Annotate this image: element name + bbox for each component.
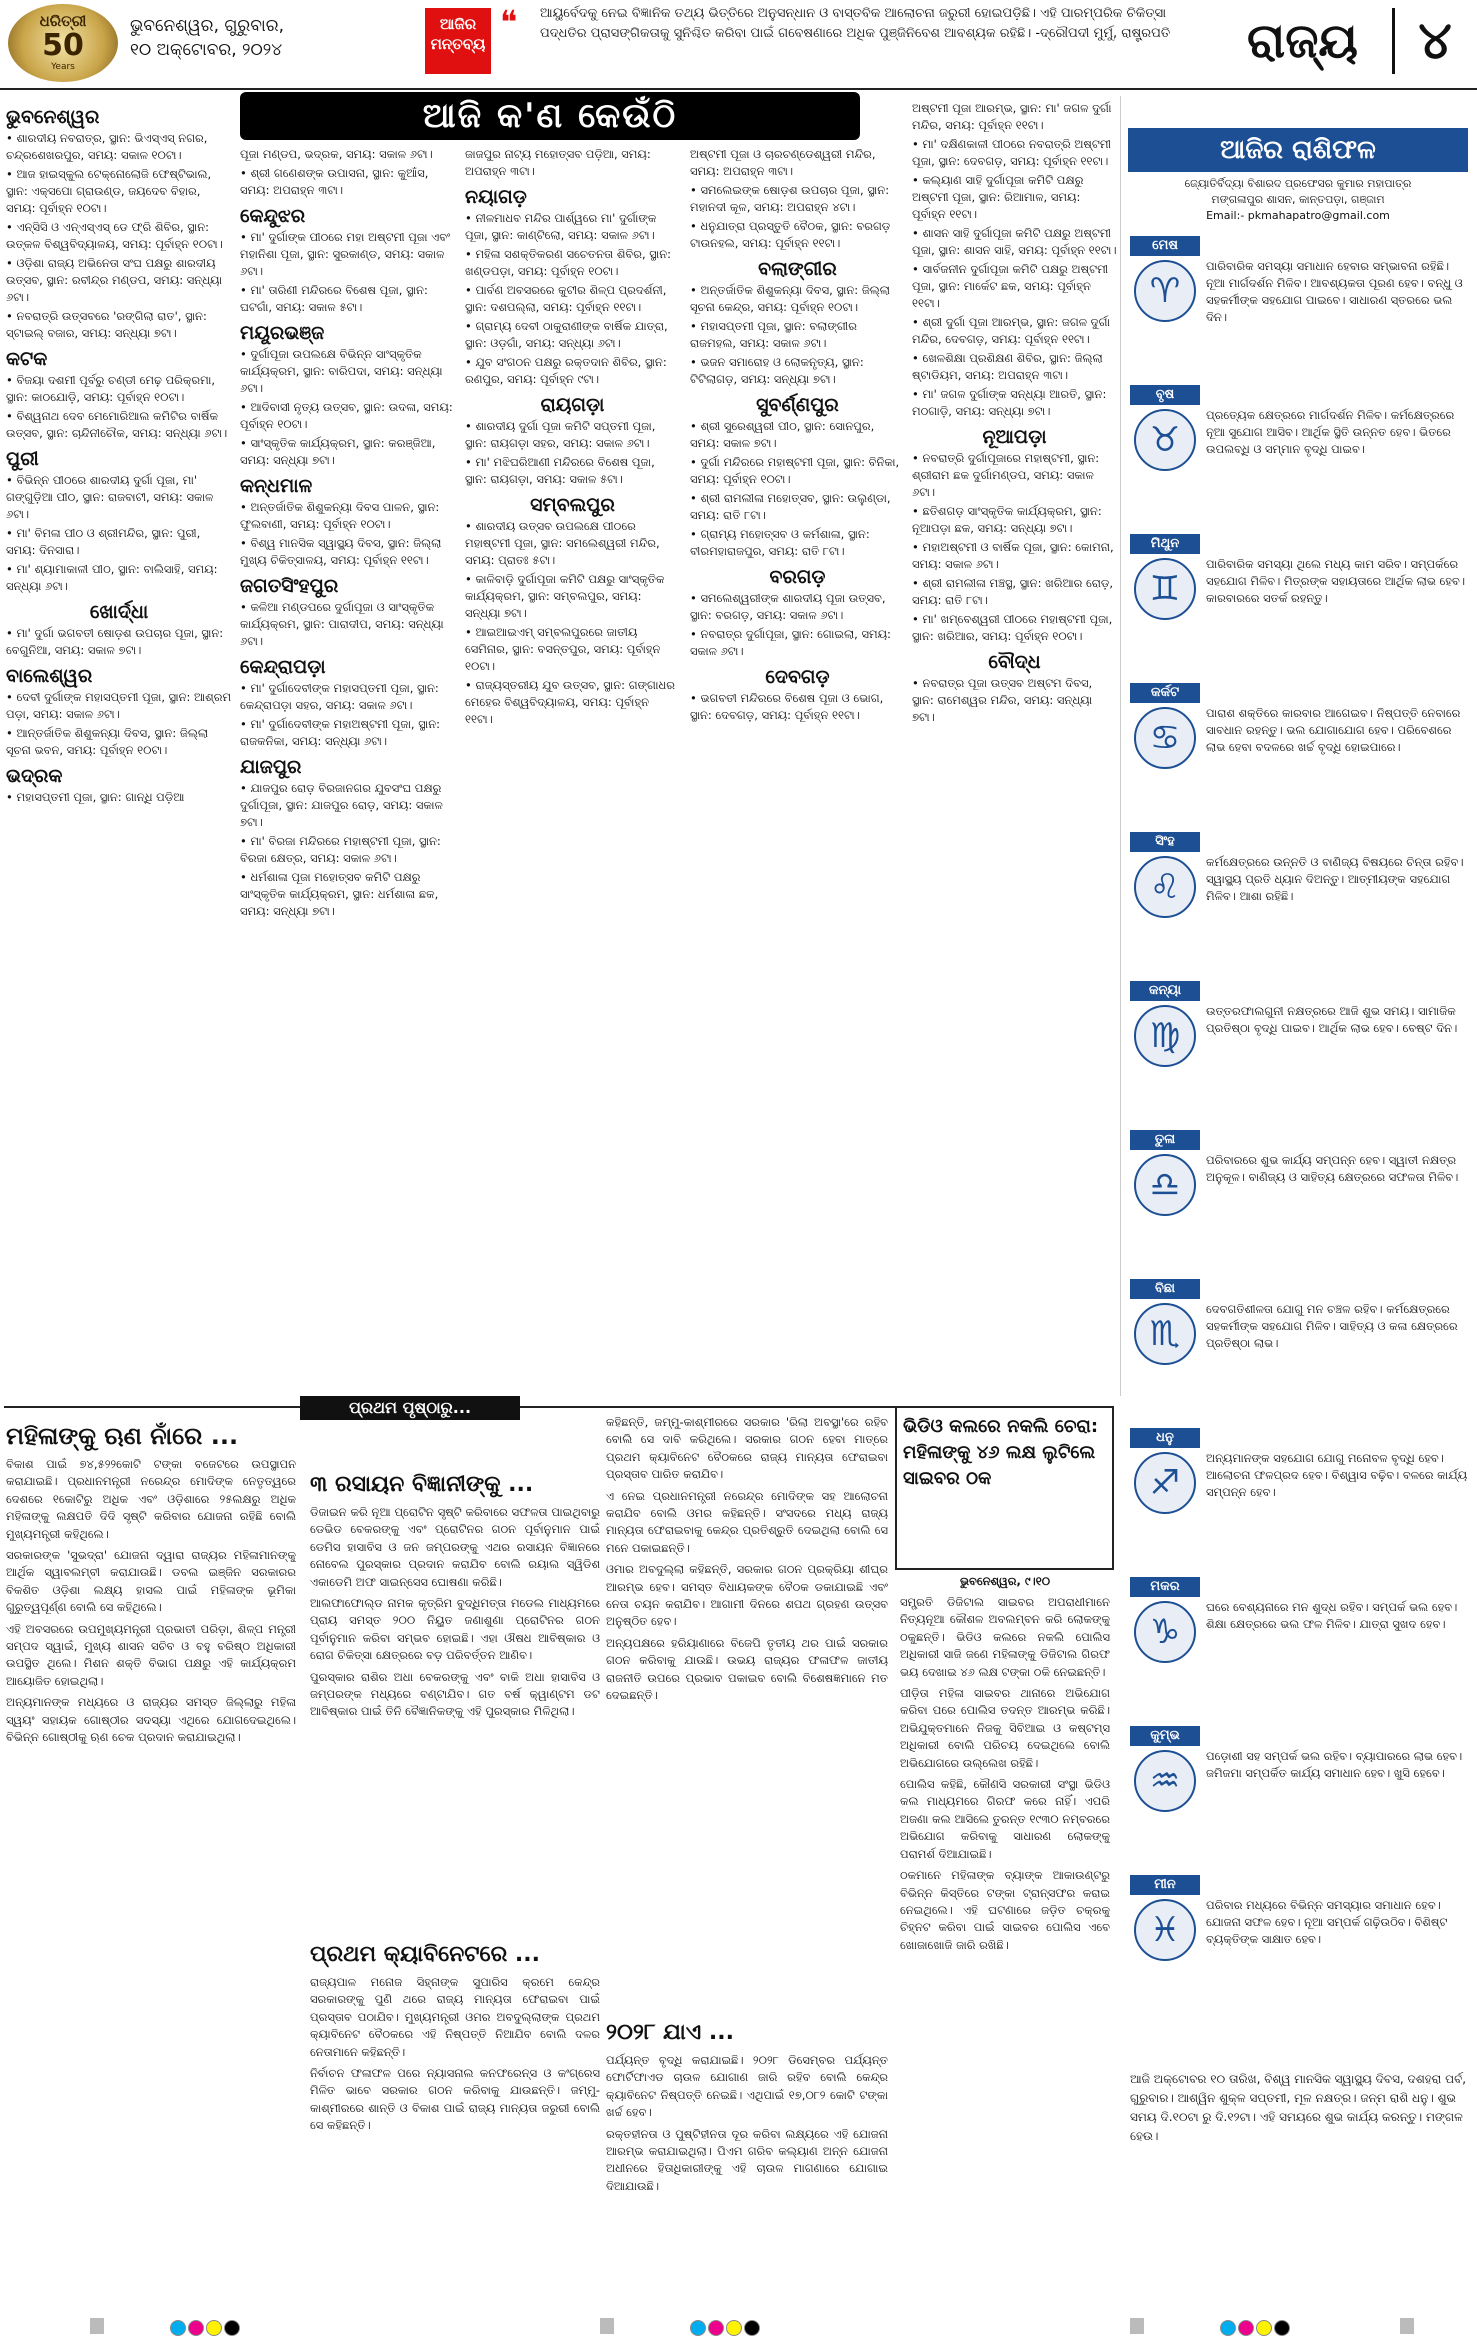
event-city-heading: ବାଲେଶ୍ୱର	[6, 665, 93, 687]
registration-square	[90, 2318, 104, 2334]
story-paragraph: ଓମାର ଅବଦୁଲ୍ଲା କହିଛନ୍ତି, ସରକାର ଗଠନ ପ୍ରକ୍ରିୟା ଶୀଘ୍ର ଆରମ୍ଭ ହେବ। ସମସ୍ତ ବିଧାୟକଙ୍କ ବୈଠକ ଡକାଯାଇଛି ଏବଂ ନେତା ଚୟନ କରାଯିବ। ଆଗାମୀ ଦିନରେ ଶପଥ ଗ୍ରହଣ ଉତ୍ସବ ଅନୁଷ୍ଠିତ ହେବ।	[606, 1562, 888, 1629]
event-item: • ଯୁବ ସଂଗଠନ ପକ୍ଷରୁ ରକ୍ତଦାନ ଶିବିର, ସ୍ଥାନ: ରଣପୁର, ସମୟ: ପୂର୍ବାହ୍ନ ୯ଟା।	[465, 355, 667, 386]
event-item: • ନୀଳମାଧବ ମନ୍ଦିର ପାର୍ଶ୍ୱରେ ମା' ଦୁର୍ଗାଙ୍କ ପୂଜା, ସ୍ଥାନ: କାଣ୍ଟିଲୋ, ସମୟ: ସକାଳ ୬ଟା।	[465, 211, 657, 242]
aries-icon: ♈	[1134, 260, 1196, 322]
sign-name: ମୀନ	[1130, 1875, 1200, 1895]
astrologer-address: ମଙ୍ଗଳାପୁର ଶାସନ, କାନ୍ତପଡ଼ା, ଗଞ୍ଜାମ	[1211, 193, 1385, 206]
front-page-continuation-label: ପ୍ରଥମ ପୃଷ୍ଠାରୁ...	[300, 1396, 520, 1420]
virgo-icon: ♍	[1134, 1005, 1196, 1067]
horoscope-title: ଆଜିର ରାଶିଫଳ	[1128, 128, 1468, 172]
horoscope-sign	[1130, 981, 1470, 1121]
event-item: • ମା' ଦୁର୍ଗାଙ୍କ ପୀଠରେ ମହା ଅଷ୍ଟମୀ ପୂଜା ଏବଂ ମହାନିଶା ପୂଜା, ସ୍ଥାନ: ସୁରକାଣ୍ଡ, ସମୟ: ସକାଳ ୬ଟା।	[240, 230, 451, 278]
event-item: • ମା' ଖମ୍ବେଶ୍ୱରୀ ପୀଠରେ ମହାଷ୍ଟମୀ ପୂଜା, ସ୍ଥାନ: ଖରିଆର, ସମୟ: ପୂର୍ବାହ୍ନ ୧୦ଟା।	[912, 612, 1113, 643]
event-item: • ଶାରଦୀୟ ଦୁର୍ଗା ପୂଜା କମିଟି ସପ୍ତମୀ ପୂଜା, ସ୍ଥାନ: ରାୟଗଡ଼ା ସହର, ସମୟ: ସକାଳ ୬ଟା।	[465, 419, 656, 450]
astrologer-email: Email:- pkmahapatro@gmail.com	[1206, 209, 1390, 222]
event-item: • ଭଜନ ସମାରୋହ ଓ ଲୋକନୃତ୍ୟ, ସ୍ଥାନ: ଟିଟିଲାଗଡ଼, ସମୟ: ସନ୍ଧ୍ୟା ୭ଟା।	[690, 355, 864, 386]
event-item: • ଶ୍ରୀ ରାମଲୀଳା ମଞ୍ଚସ୍ଥ, ସ୍ଥାନ: ଖରିଆର ରୋଡ଼, ସମୟ: ରାତି ୮ଟା।	[912, 576, 1114, 607]
story-paragraph: ସମ୍ପ୍ରତି ଡିଜିଟାଲ ସାଇବର ଅପରାଧୀମାନେ ନିତ୍ୟନୂଆ କୌଶଳ ଅବଲମ୍ବନ କରି ଲୋକଙ୍କୁ ଠକୁଛନ୍ତି। ଭିଡିଓ କଲରେ ନକଲି ପୋଲିସ ଅଧିକାରୀ ସାଜି ଜଣେ ମହିଳାଙ୍କୁ ଡିଜିଟାଲ ଗିରଫ ଭୟ ଦେଖାଇ ୪୬ ଲକ୍ଷ ଟଙ୍କା ଠକି ନେଇଛନ୍ତି।	[900, 1595, 1110, 1679]
sign-prediction: ପାରିବାରିକ ସମସ୍ୟା ଥିଲେ ମଧ୍ୟ କାମ ସରିବ। ସମ୍ପର୍କରେ ସହଯୋଗ ମିଳିବ। ମିତ୍ରଙ୍କ ସହାୟତାରେ ଆର୍ଥିକ ଲାଭ ହେବ। କାରବାରରେ ସତର୍କ ରହନ୍ତୁ।	[1206, 557, 1466, 605]
event-item: • ଦୁର୍ଗାପୂଜା ଉପଲକ୍ଷେ ବିଭିନ୍ନ ସାଂସ୍କୃତିକ କାର୍ଯ୍ୟକ୍ରମ, ସ୍ଥାନ: ବାରିପଦା, ସମୟ: ସନ୍ଧ୍ୟା ୬ଟା।	[240, 347, 443, 395]
events-column-4	[690, 146, 905, 726]
sign-prediction: ପରିବାରରେ ଶୁଭ କାର୍ଯ୍ୟ ସମ୍ପନ୍ନ ହେବ। ସ୍ୱାତୀ ନକ୍ଷତ୍ର ଅନୁକୂଳ। ବାଣିଜ୍ୟ ଓ ସାହିତ୍ୟ କ୍ଷେତ୍ରରେ ସଫଳତା ମିଳିବ।	[1206, 1153, 1459, 1184]
badge-line2: ମନ୍ତବ୍ୟ	[430, 35, 486, 53]
event-item: • ମା' ଦୁର୍ଗାଦେବୀଙ୍କ ମହାସପ୍ତମୀ ପୂଜା, ସ୍ଥାନ: କେନ୍ଦ୍ରାପଡ଼ା ସହର, ସମୟ: ସକାଳ ୬ଟା।	[240, 681, 439, 712]
event-item: • ମା' ମଝିଘରିଆଣୀ ମନ୍ଦିରରେ ବିଶେଷ ପୂଜା, ସ୍ଥାନ: ରାୟଗଡ଼ା, ସମୟ: ସକାଳ ୫ଟା।	[465, 455, 655, 486]
newspaper-logo	[8, 4, 118, 82]
event-item: • ଶ୍ରୀ ଗଣେଶଙ୍କ ଉପାସନା, ସ୍ଥାନ: କୁଆଁସ, ସମୟ: ଅପରାହ୍ନ ୩ଟା।	[240, 166, 429, 197]
story-paragraph: ପୋଲିସ କହିଛି, କୌଣସି ସରକାରୀ ସଂସ୍ଥା ଭିଡିଓ କଲ ମାଧ୍ୟମରେ ଗିରଫ କରେ ନାହିଁ। ଏପରି ଅଜଣା କଲ ଆସିଲେ ତୁରନ୍ତ ୧୯୩୦ ନମ୍ବରରେ ଅଭିଯୋଗ କରିବାକୁ ସାଧାରଣ ଲୋକଙ୍କୁ ପରାମର୍ଶ ଦିଆଯାଇଛି।	[900, 1777, 1110, 1861]
sign-prediction: ଅନ୍ୟମାନଙ୍କ ସହଯୋଗ ଯୋଗୁ ମନୋବଳ ବୃଦ୍ଧି ହେବ। ଆଲୋଚନା ଫଳପ୍ରଦ ହେବ। ବିଶ୍ୱାସ ବଢ଼ିବ। ବଳରେ କାର୍ଯ୍ୟ ସମ୍ପନ୍ନ ହେବ।	[1206, 1451, 1468, 1499]
event-item: • ବିଭିନ୍ନ ପୀଠରେ ଶାରଦୀୟ ଦୁର୍ଗା ପୂଜା, ମା' ଗଙ୍ଗୁଡ଼ିଆ ପୀଠ, ସ୍ଥାନ: ରାଜବାଟୀ, ସମୟ: ସକାଳ ୬ଟା।	[6, 473, 214, 521]
pisces-icon: ♓	[1134, 1899, 1196, 1961]
event-item: • ଏନ୍‌ସିସି ଓ ଏନ୍‌ଏସ୍‌ଏସ୍ ଡେ ଫ୍ରି ଶିବିର, ସ୍ଥାନ: ଉତ୍କଳ ବିଶ୍ୱବିଦ୍ୟାଳୟ, ସମୟ: ପୂର୍ବାହ୍ନ ୧୦ଟା।	[6, 220, 223, 251]
horoscope-sign	[1130, 385, 1470, 525]
event-item: • ସମଲେଶ୍ୱରୀଙ୍କ ଶାରଦୀୟ ପୂଜା ଉତ୍ସବ, ସ୍ଥାନ: ବରଗଡ଼, ସମୟ: ସକାଳ ୬ଟା।	[690, 591, 886, 622]
event-item: • ମହାସପ୍ତମୀ ପୂଜା, ସ୍ଥାନ: ବଲାଙ୍ଗୀର ରାଜମହଲ, ସମୟ: ସକାଳ ୬ଟା।	[690, 319, 857, 350]
story1-headline: ମହିଳାଙ୍କୁ ଋଣ ନାଁରେ ...	[6, 1422, 239, 1450]
event-item: • ମା' ବିରଜା ମନ୍ଦିରରେ ମହାଷ୍ଟମୀ ପୂଜା, ସ୍ଥାନ: ବିରଜା କ୍ଷେତ୍ର, ସମୟ: ସକାଳ ୬ଟା।	[240, 834, 441, 865]
event-item: • ବିଶ୍ୱ ମାନସିକ ସ୍ୱାସ୍ଥ୍ୟ ଦିବସ, ସ୍ଥାନ: ଜିଲ୍ଲା ମୁଖ୍ୟ ଚିକିତ୍ସାଳୟ, ସମୟ: ପୂର୍ବାହ୍ନ ୧୧ଟା।	[240, 536, 442, 567]
events-column-3	[465, 146, 680, 730]
event-item: • ଖେଳଶିକ୍ଷା ପ୍ରଶିକ୍ଷଣ ଶିବିର, ସ୍ଥାନ: ଜିଲ୍ଲା ଷ୍ଟାଡିୟମ, ସମୟ: ଅପରାହ୍ନ ୩ଟା।	[912, 351, 1103, 382]
horoscope-sign	[1130, 1130, 1470, 1270]
registration-dot	[1256, 2320, 1272, 2336]
taurus-icon: ♉	[1134, 409, 1196, 471]
event-item: • ଧର୍ମଶାଳା ପୂଜା ମହୋତ୍ସବ କମିଟି ପକ୍ଷରୁ ସାଂସ୍କୃତିକ କାର୍ଯ୍ୟକ୍ରମ, ସ୍ଥାନ: ଧର୍ମଶାଳା ଛକ, ସମୟ: ସନ୍ଧ୍ୟା ୭ଟା।	[240, 870, 439, 918]
event-item: • ମା' ଜଗଳ ଦୁର୍ଗାଙ୍କ ସନ୍ଧ୍ୟା ଆରତି, ସ୍ଥାନ: ମଠଗାଡ଼ି, ସମୟ: ସନ୍ଧ୍ୟା ୭ଟା।	[912, 387, 1107, 418]
sign-prediction: ଦେବଗତିଶୀଳତା ଯୋଗୁ ମନ ଚଞ୍ଚଳ ରହିବ। କର୍ମକ୍ଷେତ୍ରରେ ସହକର୍ମୀଙ୍କ ସହଯୋଗ ମିଳିବ। ସାହିତ୍ୟ ଓ କଳା କ୍ଷେତ୍ରରେ ପ୍ରତିଷ୍ଠା ଲାଭ।	[1206, 1302, 1458, 1350]
story6-headline: ଭିଡିଓ କଲରେ ନକଲି ଚେରା: ମହିଳାଙ୍କୁ ୪୬ ଲକ୍ଷ ଲୁଟିଲେ ସାଇବର ଠକ	[903, 1416, 1099, 1489]
story6-dateline: ଭୁବନେଶ୍ୱର, ୯।୧୦	[959, 1574, 1051, 1588]
story1-body	[6, 1456, 296, 2326]
event-item: ପୂଜା ମଣ୍ଡପ, ଭଦ୍ରକ, ସମୟ: ସକାଳ ୬ଟା।	[240, 147, 433, 161]
horoscope-byline	[1128, 176, 1468, 224]
quote-icon: ❝	[500, 3, 518, 41]
section-title: ରାଜ୍ୟ	[1247, 13, 1358, 69]
sign-prediction: ପାରିବାରିକ ସମସ୍ୟା ସମାଧାନ ହେବାର ସମ୍ଭାବନା ରହିଛି। ନୂଆ ମାର୍ଗଦର୍ଶନ ମିଳିବ। ଆବଶ୍ୟକତା ପୂରଣ ହେବ। ବନ୍ଧୁ ଓ ସହକର୍ମୀଙ୍କ ସହଯୋଗ ପାଇବେ। ସାଧାରଣ ସ୍ତରରେ ଭଲ ଦିନ।	[1206, 259, 1463, 324]
event-city-heading: ମୟୂରଭଞ୍ଜ	[240, 322, 325, 344]
story6-headline-box	[895, 1406, 1114, 1570]
sign-prediction: ପଡ଼ୋଶୀ ସହ ସମ୍ପର୍କ ଭଲ ରହିବ। ବ୍ୟାପାରରେ ଲାଭ ହେବ। ଜମିଜମା ସମ୍ପର୍କିତ କାର୍ଯ୍ୟ ସମାଧାନ ହେବ। ଖୁସି ହେବେ।	[1206, 1749, 1463, 1780]
event-item: • ନବରାତ୍ରି ଉତ୍ସବରେ 'ରଙ୍ଗିଲା ରାତ', ସ୍ଥାନ: ସ୍ଟାଇଲ୍ ବଜାର, ସମୟ: ସନ୍ଧ୍ୟା ୭ଟା।	[6, 309, 207, 340]
badge-line1: ଆଜିର	[439, 15, 477, 33]
gemini-icon: ♊	[1134, 558, 1196, 620]
sign-prediction: କର୍ମକ୍ଷେତ୍ରରେ ଉନ୍ନତି ଓ ବାଣିଜ୍ୟ ବିଷୟରେ ଚିନ୍ତା ରହିବ। ସ୍ୱାସ୍ଥ୍ୟ ପ୍ରତି ଧ୍ୟାନ ଦିଅନ୍ତୁ। ଆତ୍ମୀୟଙ୍କ ସହଯୋଗ ମିଳିବ। ଆଶା ରହିଛି।	[1206, 855, 1464, 903]
events-column-5	[912, 100, 1117, 728]
event-item: • ନବରାତ୍ରି ଦୁର୍ଗାପୂଜାରେ ମହାଷ୍ଟମୀ, ସ୍ଥାନ: ଶ୍ରୀରାମ ଛକ ଦୁର୍ଗାମଣ୍ଡପ, ସମୟ: ସକାଳ ୬ଟା।	[912, 451, 1100, 499]
logo-sub: Years	[51, 62, 75, 72]
story-paragraph: ଆଲଫାଫୋଲ୍ଡ ନାମକ କୃତ୍ରିମ ବୁଦ୍ଧିମତ୍ତା ମଡେଲ ମାଧ୍ୟମରେ ପ୍ରାୟ ସମସ୍ତ ୨୦୦ ନିୟୁତ ଜଣାଶୁଣା ପ୍ରୋଟିନର ଗଠନ ପୂର୍ବାନୁମାନ କରିବା ସମ୍ଭବ ହୋଇଛି। ଏହା ଔଷଧ ଆବିଷ୍କାର ଓ ରୋଗ ଚିକିତ୍ସା କ୍ଷେତ୍ରରେ ବଡ଼ ପରିବର୍ତ୍ତନ ଆଣିବ।	[310, 1596, 600, 1663]
event-item: • ବିଜୟା ଦଶମୀ ପୂର୍ବରୁ ଚଣ୍ଡୀ ମେଢ଼ ପରିକ୍ରମା, ସ୍ଥାନ: କାଠଯୋଡ଼ି, ସମୟ: ପୂର୍ବାହ୍ନ ୧୦ଟା।	[6, 373, 215, 404]
event-city-heading: ଜଗତସିଂହପୁର	[240, 575, 339, 597]
registration-dot	[690, 2320, 706, 2336]
event-city-heading: କଟକ	[6, 348, 48, 370]
horoscope-sign	[1130, 1577, 1470, 1717]
story-paragraph: କହିଛନ୍ତି, ଜମ୍ମୁ-କାଶ୍ମୀରରେ ସରକାର 'ରିଲା ଅବସ୍ଥା'ରେ ରହିବ ବୋଲି ସେ ଦାବି କରିଥିଲେ। ସରକାର ଗଠନ ହେବା ମାତ୍ରେ ପ୍ରଥମ କ୍ୟାବିନେଟ ବୈଠକରେ ରାଜ୍ୟ ମାନ୍ୟତା ଫେରାଇବା ପ୍ରସ୍ତାବ ପାରିତ କରାଯିବ।	[606, 1415, 888, 1482]
event-item: • ମହାସପ୍ତମୀ ପୂଜା, ସ୍ଥାନ: ଗାନ୍ଧି ପଡ଼ିଆ	[6, 790, 185, 804]
event-item: • ସାଂସ୍କୃତିକ କାର୍ଯ୍ୟକ୍ରମ, ସ୍ଥାନ: କରଞ୍ଜିଆ, ସମୟ: ସନ୍ଧ୍ୟା ୭ଟା।	[240, 436, 436, 467]
event-city-heading: ଭଦ୍ରକ	[6, 765, 63, 787]
event-item: • ମା' ତାରିଣୀ ମନ୍ଦିରରେ ବିଶେଷ ପୂଜା, ସ୍ଥାନ: ଘଟଗାଁ, ସମୟ: ସକାଳ ୫ଟା।	[240, 283, 428, 314]
event-item: • ଗ୍ରାମ୍ୟ ମହୋତ୍ସବ ଓ କର୍ମଶାଳା, ସ୍ଥାନ: ବୀରମହାରାଜପୁର, ସମୟ: ରାତି ୮ଟା।	[690, 527, 870, 558]
page-number: ୪	[1418, 11, 1452, 71]
registration-dot	[224, 2320, 240, 2336]
event-city-heading: କେନ୍ଦ୍ରାପଡ଼ା	[240, 656, 326, 678]
horoscope-sign	[1130, 1726, 1470, 1866]
registration-dot	[1220, 2320, 1236, 2336]
event-item: • ଧନୁଯାତ୍ରା ପ୍ରସ୍ତୁତି ବୈଠକ, ସ୍ଥାନ: ବରଗଡ଼ ଟାଉନହଲ, ସମୟ: ପୂର୍ବାହ୍ନ ୧୧ଟା।	[690, 219, 891, 250]
event-item: • ଆଇଆଇଏମ୍ ସମ୍ବଲପୁରରେ ଜାତୀୟ ସେମିନାର, ସ୍ଥାନ: ବସନ୍ତପୁର, ସମୟ: ପୂର୍ବାହ୍ନ ୧୦ଟା।	[465, 625, 661, 673]
sign-name: ଧନୁ	[1130, 1428, 1200, 1448]
event-item: • ମା' ଦୁର୍ଗା ଭଗବତୀ ଷୋଡ଼ଶ ଉପଚାର ପୂଜା, ସ୍ଥାନ: ବେଗୁନିଆ, ସମୟ: ସକାଳ ୭ଟା।	[6, 626, 224, 657]
editorial-quote: ଆୟୁର୍ବେଦକୁ ନେଇ ବିଜ୍ଞାନିକ ତଥ୍ୟ ଭିତ୍ତିରେ ଅନୁସନ୍ଧାନ ଓ ବାସ୍ତବିକ ଆଲୋଚନା ଜରୁରୀ ହୋଇପଡ଼ିଛି। ଏହି ପାରମ୍ପରିକ ଚିକିତ୍ସା ପଦ୍ଧତିର ପ୍ରାସଙ୍ଗିକତାକୁ ସୁନିଶ୍ଚିତ କରିବା ପାଇଁ ଗବେଷଣାରେ ଅଧିକ ପୁଞ୍ଜିନିବେଶ ଆବଶ୍ୟକ ରହିଛି। -ଦ୍ରୌପଦୀ ମୁର୍ମୁ, ରାଷ୍ଟ୍ରପତି	[540, 6, 1171, 41]
event-item: • ମା' ଦକ୍ଷିଣକାଳୀ ପୀଠରେ ନବରାତ୍ରି ଅଷ୍ଟମୀ ପୂଜା, ସ୍ଥାନ: ଦେବଗଡ଼, ସମୟ: ପୂର୍ବାହ୍ନ ୧୧ଟା।	[912, 137, 1111, 168]
event-city-heading: ଦେବଗଡ଼	[765, 666, 830, 688]
event-item: • ଶ୍ରୀ ଦୁର୍ଗା ପୂଜା ଆରମ୍ଭ, ସ୍ଥାନ: ଜଗଳ ଦୁର୍ଗା ମନ୍ଦିର, ଦେବଗଡ଼, ସମୟ: ପୂର୍ବାହ୍ନ ୧୧ଟା।	[912, 315, 1111, 346]
registration-dot	[170, 2320, 186, 2336]
story-paragraph: ଏହି ଅବସରରେ ଉପମୁଖ୍ୟମନ୍ତ୍ରୀ ପ୍ରଭାତୀ ପରିଡ଼ା, ଶିଳ୍ପ ମନ୍ତ୍ରୀ ସମ୍ପଦ ସ୍ୱାଇଁ, ମୁଖ୍ୟ ଶାସନ ସଚିବ ଓ ବହୁ ବରିଷ୍ଠ ଅଧିକାରୀ ଉପସ୍ଥିତ ଥିଲେ। ମିଶନ ଶକ୍ତି ବିଭାଗ ପକ୍ଷରୁ ଏହି କାର୍ଯ୍ୟକ୍ରମ ଆୟୋଜିତ ହୋଇଥିଲା।	[6, 1621, 296, 1688]
registration-dot	[1238, 2320, 1254, 2336]
dateline-place-day: ଭୁବନେଶ୍ୱର, ଗୁରୁବାର,	[130, 16, 285, 36]
story-paragraph: ଏ ନେଇ ପ୍ରଧାନମନ୍ତ୍ରୀ ନରେନ୍ଦ୍ର ମୋଦିଙ୍କ ସହ ଆଲୋଚନା କରାଯିବ ବୋଲି ଓମର କହିଛନ୍ତି। ସଂସଦରେ ମଧ୍ୟ ରାଜ୍ୟ ମାନ୍ୟତା ଫେରାଇବାକୁ କେନ୍ଦ୍ର ପ୍ରତିଶ୍ରୁତି ଦେଇଥିଲା ବୋଲି ସେ ମନେ ପକାଇଛନ୍ତି।	[606, 1488, 888, 1555]
horoscope-sign	[1130, 236, 1470, 376]
event-city-heading: କେନ୍ଦୁଝର	[240, 205, 306, 227]
story-paragraph: ରାଜ୍ୟପାଳ ମନୋଜ ସିହ୍ନାଙ୍କ ସୁପାରିସ କ୍ରମେ କେନ୍ଦ୍ର ସରକାରଙ୍କୁ ପୁଣି ଥରେ ରାଜ୍ୟ ମାନ୍ୟତା ଫେରାଇବା ପାଇଁ ପ୍ରସ୍ତାବ ପଠାଯିବ। ମୁଖ୍ୟମନ୍ତ୍ରୀ ଓମର ଅବଦୁଲ୍ଲାଙ୍କ ପ୍ରଥମ କ୍ୟାବିନେଟ ବୈଠକରେ ଏହି ନିଷ୍ପତ୍ତି ନିଆଯିବ ବୋଲି ଦଳର ନେତାମାନେ କହିଛନ୍ତି।	[310, 1975, 600, 2059]
sign-name: କୁମ୍ଭ	[1130, 1726, 1200, 1746]
event-item: ଅଷ୍ଟମୀ ପୂଜା ଓ ଚାରଚଣ୍ଡେଶ୍ୱରୀ ମନ୍ଦିର, ସମୟ: ଅପରାହ୍ନ ୩ଟା।	[690, 147, 876, 178]
story-paragraph: ନିର୍ବାଚନ ଫଳାଫଳ ପରେ ନ୍ୟାସନାଲ କନଫରେନ୍ସ ଓ କଂଗ୍ରେସ ମିଳିତ ଭାବେ ସରକାର ଗଠନ କରିବାକୁ ଯାଉଛନ୍ତି। ଜମ୍ମୁ-କାଶ୍ମୀରରେ ଶାନ୍ତି ଓ ବିକାଶ ପାଇଁ ରାଜ୍ୟ ମାନ୍ୟତା ଜରୁରୀ ବୋଲି ସେ କହିଛନ୍ତି।	[310, 2066, 600, 2133]
registration-dot	[726, 2320, 742, 2336]
story2-headline: ୩ ରସାୟନ ବିଜ୍ଞାନୀଙ୍କୁ ...	[310, 1472, 534, 1497]
registration-dot	[744, 2320, 760, 2336]
event-city-heading: ଖୋର୍ଦ୍ଧା	[89, 601, 149, 623]
logo-number: 50	[42, 28, 84, 63]
story-paragraph: ରକ୍ତହୀନତା ଓ ପୁଷ୍ଟିହୀନତା ଦୂର କରିବା ଲକ୍ଷ୍ୟରେ ଏହି ଯୋଜନା ଆରମ୍ଭ କରାଯାଇଥିଲା। ପିଏମ ଗରିବ କଲ୍ୟାଣ ଅନ୍ନ ଯୋଜନା ଅଧୀନରେ ହିତାଧିକାରୀଙ୍କୁ ଏହି ଚାଉଳ ମାଗଣାରେ ଯୋଗାଇ ଦିଆଯାଉଛି।	[606, 2126, 888, 2193]
almanac-note: ଆଜି ଅକ୍ଟୋବର ୧୦ ତାରିଖ, ବିଶ୍ୱ ମାନସିକ ସ୍ୱାସ୍ଥ୍ୟ ଦିବସ, ଦଶହରା ପର୍ବ, ଗୁରୁବାର। ଆଶ୍ୱିନ ଶୁକ୍ଳ ସପ୍ତମୀ, ମୂଳ ନକ୍ଷତ୍ର। ଜନ୍ମ ରାଶି ଧନୁ। ଶୁଭ ସମୟ ଦି.୧୦ଟା ରୁ ଦି.୧୨ଟା। ଏହି ସମୟରେ ଶୁଭ କାର୍ଯ୍ୟ କରନ୍ତୁ। ମଙ୍ଗଳ ହେଉ।	[1130, 2072, 1467, 2143]
event-city-heading: ଭୁବନେଶ୍ୱର	[6, 106, 100, 128]
logo-title: ଧରିତ୍ରୀ	[39, 12, 87, 30]
story-paragraph: ଠକମାନେ ମହିଳାଙ୍କ ବ୍ୟାଙ୍କ ଆକାଉଣ୍ଟରୁ ବିଭିନ୍ନ କିସ୍ତିରେ ଟଙ୍କା ଟ୍ରାନ୍ସଫର କରାଇ ନେଇଥିଲେ। ଏହି ଘଟଣାରେ ଜଡ଼ିତ ଚକ୍ରକୁ ଚିହ୍ନଟ କରିବା ପାଇଁ ସାଇବର ପୋଲିସ ଏବେ ଖୋଜାଖୋଜି ଜାରି ରଖିଛି।	[900, 1868, 1110, 1952]
event-item: • ଶ୍ରୀ ରାମଲୀଳା ମହୋତ୍ସବ, ସ୍ଥାନ: ଉଲୁଣ୍ଡା, ସମୟ: ରାତି ୮ଟା।	[690, 491, 891, 522]
horoscope-sign	[1130, 534, 1470, 674]
event-item: • ପାର୍ବଣ ଅବସରରେ କୁଟୀର ଶିଳ୍ପ ପ୍ରଦର୍ଶନୀ, ସ୍ଥାନ: ଦଶପଲ୍ଲା, ସମୟ: ପୂର୍ବାହ୍ନ ୧୧ଟା।	[465, 283, 667, 314]
dateline	[130, 14, 400, 62]
event-item: • ମହିଳା ସଶକ୍ତିକରଣ ସଚେତନତା ଶିବିର, ସ୍ଥାନ: ଖଣ୍ଡପଡ଼ା, ସମୟ: ପୂର୍ବାହ୍ନ ୧୦ଟା।	[465, 247, 672, 278]
sign-prediction: ଘରେ ବେଶ୍ୟନାରେ ମନ ଶୁଦ୍ଧ ରହିବ। ସମ୍ପର୍କ ଭଲ ହେବ। ଶିକ୍ଷା କ୍ଷେତ୍ରରେ ଭଲ ଫଳ ମିଳିବ। ଯାତ୍ରା ସୁଖଦ ହେବ।	[1206, 1600, 1458, 1631]
event-item: • ମହାଅଷ୍ଟମୀ ଓ ବାର୍ଷିକ ପୂଜା, ସ୍ଥାନ: କୋମନା, ସମୟ: ସକାଳ ୬ଟା।	[912, 540, 1114, 571]
story-paragraph: ଡିଜାଇନ କରି ନୂଆ ପ୍ରୋଟିନ ସୃଷ୍ଟି କରିବାରେ ସଫଳତା ପାଇଥିବାରୁ ଡେଭିଡ ବେକରଙ୍କୁ ଏବଂ ପ୍ରୋଟିନର ଗଠନ ପୂର୍ବାନୁମାନ ପାଇଁ ଡେମିସ ହାସାବିସ ଓ ଜନ ଜମ୍ପରଙ୍କୁ ଏଥର ରସାୟନ ବିଜ୍ଞାନରେ ନୋବେଲ ପୁରସ୍କାର ପ୍ରଦାନ କରାଯିବ ବୋଲି ରୟାଲ ସ୍ୱିଡିଶ ଏକାଡେମି ଅଫ ସାଇନ୍ସେସ ଘୋଷଣା କରିଛି।	[310, 1505, 600, 1589]
horoscope-sign	[1130, 832, 1470, 972]
event-item: • କାଳିବାଡ଼ି ଦୁର୍ଗାପୂଜା କମିଟି ପକ୍ଷରୁ ସାଂସ୍କୃତିକ କାର୍ଯ୍ୟକ୍ରମ, ସ୍ଥାନ: ସମ୍ବଲପୁର, ସମୟ: ସନ୍ଧ୍ୟା ୭ଟା।	[465, 572, 665, 620]
sign-name: ମେଷ	[1130, 236, 1200, 256]
event-item: • ସାର୍ବଜନୀନ ଦୁର୍ଗାପୂଜା କମିଟି ପକ୍ଷରୁ ଅଷ୍ଟମୀ ପୂଜା, ସ୍ଥାନ: ମାର୍କେଟ ଛକ, ସମୟ: ପୂର୍ବାହ୍ନ ୧୧ଟା।	[912, 262, 1109, 310]
sign-name: ମକର	[1130, 1577, 1200, 1597]
story3-body	[310, 1974, 600, 2326]
editorial-badge	[425, 8, 491, 74]
story-paragraph: ସରକାରଙ୍କ 'ସୁଭଦ୍ରା' ଯୋଜନା ଦ୍ୱାରା ରାଜ୍ୟର ମହିଳାମାନଙ୍କୁ ଆର୍ଥିକ ସ୍ୱାବଲମ୍ବୀ କରାଯାଉଛି। ଡବଲ ଇଞ୍ଜିନ ସରକାରର ବିକଶିତ ଓଡ଼ିଶା ଲକ୍ଷ୍ୟ ହାସଲ ପାଇଁ ମହିଳାଙ୍କ ଭୂମିକା ଗୁରୁତ୍ୱପୂର୍ଣ୍ଣ ବୋଲି ସେ କହିଥିଲେ।	[6, 1548, 296, 1615]
story-paragraph: ଅନ୍ୟପକ୍ଷରେ ହରିୟାଣାରେ ବିଜେପି ତୃତୀୟ ଥର ପାଇଁ ସରକାର ଗଠନ କରିବାକୁ ଯାଉଛି। ଉଭୟ ରାଜ୍ୟର ଫଳାଫଳ ଜାତୀୟ ରାଜନୀତି ଉପରେ ପ୍ରଭାବ ପକାଇବ ବୋଲି ବିଶେଷଜ୍ଞମାନେ ମତ ଦେଇଛନ୍ତି।	[606, 1635, 888, 1703]
event-city-heading: ବଲାଙ୍ଗୀର	[758, 258, 837, 280]
event-item: • ନବରାତ୍ର ଦୁର୍ଗାପୂଜା, ସ୍ଥାନ: ଗୋଇଲା, ସମୟ: ସକାଳ ୬ଟା।	[690, 627, 891, 658]
event-item: • ମା' ଦୁର୍ଗାଦେବୀଙ୍କ ମହାଅଷ୍ଟମୀ ପୂଜା, ସ୍ଥାନ: ରାଜକନିକା, ସମୟ: ସନ୍ଧ୍ୟା ୬ଟା।	[240, 717, 440, 748]
event-item: • ଗ୍ରାମ୍ୟ ଦେବୀ ଠାକୁରାଣୀଙ୍କ ବାର୍ଷିକ ଯାତ୍ରା, ସ୍ଥାନ: ଓଡ଼ଗାଁ, ସମୟ: ସନ୍ଧ୍ୟା ୬ଟା।	[465, 319, 668, 350]
event-item: • କଲ୍ୟାଣ ସାହି ଦୁର୍ଗାପୂଜା କମିଟି ପକ୍ଷରୁ ଅଷ୍ଟମୀ ପୂଜା, ସ୍ଥାନ: ରିଆମାଳ, ସମୟ: ପୂର୍ବାହ୍ନ ୧୧ଟା।	[912, 173, 1084, 221]
event-item: • ମା' ଶ୍ୟାମାକାଳୀ ପୀଠ, ସ୍ଥାନ: ବାଲିସାହି, ସମୟ: ସନ୍ଧ୍ୟା ୬ଟା।	[6, 562, 218, 593]
event-item: ଅଷ୍ଟମୀ ପୂଜା ଆରମ୍ଭ, ସ୍ଥାନ: ମା' ଜଗଳ ଦୁର୍ଗା ମନ୍ଦିର, ସମୟ: ପୂର୍ବାହ୍ନ ୧୧ଟା।	[912, 101, 1112, 132]
event-item: • ଅନ୍ତର୍ଜାତିକ ଶିଶୁକନ୍ୟା ଦିବସ ପାଳନ, ସ୍ଥାନ: ଫୁଲବାଣୀ, ସମୟ: ପୂର୍ବାହ୍ନ ୧୦ଟା।	[240, 500, 440, 531]
libra-icon: ♎	[1134, 1154, 1196, 1216]
event-city-heading: ସମ୍ବଲପୁର	[530, 494, 615, 516]
sign-prediction: ଉତ୍ତରଫାଲଗୁନୀ ନକ୍ଷତ୍ରରେ ଆଜି ଶୁଭ ସମୟ। ସାମାଜିକ ପ୍ରତିଷ୍ଠା ବୃଦ୍ଧି ପାଇବ। ଆର୍ଥିକ ଲାଭ ହେବ। ବେଷ୍ଟ ଦିନ।	[1206, 1004, 1458, 1035]
cancer-icon: ♋	[1134, 707, 1196, 769]
story4-body	[606, 1414, 888, 2014]
event-city-heading: ପୁରୀ	[6, 448, 39, 470]
horoscope-sign	[1130, 1279, 1470, 1419]
horoscope-sign	[1130, 1875, 1470, 2015]
event-item: • ଓଡ଼ିଶା ରାଜ୍ୟ ଅଭିନେତା ସଂଘ ପକ୍ଷରୁ ଶାରଦୀୟ ଉତ୍ସବ, ସ୍ଥାନ: ରବୀନ୍ଦ୍ର ମଣ୍ଡପ, ସମୟ: ସନ୍ଧ୍ୟା ୬ଟା।	[6, 256, 223, 304]
event-city-heading: ବୌଦ୍ଧ	[988, 651, 1041, 673]
event-item: • ଛତିଶଗଡ଼ ସାଂସ୍କୃତିକ କାର୍ଯ୍ୟକ୍ରମ, ସ୍ଥାନ: ନୂଆପଡ଼ା ଛକ, ସମୟ: ସନ୍ଧ୍ୟା ୭ଟା।	[912, 504, 1102, 535]
aquarius-icon: ♒	[1134, 1750, 1196, 1812]
event-item: • ଶାସନ ସାହି ଦୁର୍ଗାପୂଜା କମିଟି ପକ୍ଷରୁ ଅଷ୍ଟମୀ ପୂଜା, ସ୍ଥାନ: ଶାସନ ସାହି, ସମୟ: ପୂର୍ବାହ୍ନ ୧୧ଟା।	[912, 226, 1117, 257]
registration-square	[600, 2318, 614, 2334]
sign-prediction: ପ୍ରତ୍ୟେକ କ୍ଷେତ୍ରରେ ମାର୍ଗଦର୍ଶନ ମିଳିବ। କର୍ମକ୍ଷେତ୍ରରେ ନୂଆ ସୁଯୋଗ ଆସିବ। ଆର୍ଥିକ ସ୍ଥିତି ଉନ୍ନତ ହେବ। ଭିତରେ ଉପଲବ୍ଧି ଓ ସମ୍ମାନ ବୃଦ୍ଧି ପାଇବ।	[1206, 408, 1455, 456]
story3-headline: ପ୍ରଥମ କ୍ୟାବିନେଟରେ ...	[310, 1942, 540, 1967]
event-item: • ରାଜ୍ୟସ୍ତରୀୟ ଯୁବ ଉତ୍ସବ, ସ୍ଥାନ: ଗଙ୍ଗାଧର ମେହେର ବିଶ୍ୱବିଦ୍ୟାଳୟ, ସମୟ: ପୂର୍ବାହ୍ନ ୧୧ଟା।	[465, 678, 676, 726]
sign-prediction: ପାରାଶ ଶକ୍ତିରେ କାରବାର ଆଗେଇବ। ନିଷ୍ପତ୍ତି ନେବାରେ ସାବଧାନ ରହନ୍ତୁ। ଭଲ ଯୋଗାଯୋଗ ହେବ। ପରିବେଶରେ ଲାଭ ହେବା ବଦଳରେ ଖର୍ଚ୍ଚ ବୃଦ୍ଧି ହୋଇପାରେ।	[1206, 706, 1461, 754]
event-city-heading: ବରଗଡ଼	[769, 566, 826, 588]
event-item: • ଦୁର୍ଗା ମନ୍ଦିରରେ ମହାଷ୍ଟମୀ ପୂଜା, ସ୍ଥାନ: ବିନିକା, ସମୟ: ପୂର୍ବାହ୍ନ ୧୦ଟା।	[690, 455, 900, 486]
event-city-heading: କନ୍ଧମାଳ	[240, 475, 313, 497]
event-city-heading: ନୂଆପଡ଼ା	[982, 426, 1047, 448]
event-item: • ଶାରଦୀୟ ନବରାତ୍ର, ସ୍ଥାନ: ଭିଏସ୍‌ଏସ୍ ନଗର, ଚନ୍ଦ୍ରଶେଖରପୁର, ସମୟ: ସକାଳ ୧୦ଟା।	[6, 131, 208, 162]
sign-name: ବିଛା	[1130, 1279, 1200, 1299]
story5-body	[606, 2052, 888, 2326]
event-item: • କଳିଆ ମଣ୍ଡପରେ ଦୁର୍ଗାପୂଜା ଓ ସାଂସ୍କୃତିକ କାର୍ଯ୍ୟକ୍ରମ, ସ୍ଥାନ: ପାରାଦୀପ, ସମୟ: ସନ୍ଧ୍ୟା ୬ଟା।	[240, 600, 444, 648]
event-city-heading: ରାୟଗଡ଼ା	[540, 394, 605, 416]
event-item: • ନବରାତ୍ର ପୂଜା ଉତ୍ସବ ଅଷ୍ଟମ ଦିବସ, ସ୍ଥାନ: ରାମେଶ୍ୱର ମନ୍ଦିର, ସମୟ: ସନ୍ଧ୍ୟା ୭ଟା।	[912, 676, 1093, 724]
event-item: • ଶାରଦୀୟ ଉତ୍ସବ ଉପଲକ୍ଷେ ପୀଠରେ ମହାଷ୍ଟମୀ ପୂଜା, ସ୍ଥାନ: ସମଲେଶ୍ୱରୀ ମନ୍ଦିର, ସମୟ: ପ୍ରାତଃ ୫ଟା।	[465, 519, 660, 567]
sign-name: ବୃଷ	[1130, 385, 1200, 405]
event-item: • ଆଦିବାସୀ ନୃତ୍ୟ ଉତ୍ସବ, ସ୍ଥାନ: ଉଦଳା, ସମୟ: ପୂର୍ବାହ୍ନ ୧୦ଟା।	[240, 400, 453, 431]
sign-name: କର୍କଟ	[1130, 683, 1200, 703]
story-paragraph: ପୁରସ୍କାର ରାଶିର ଅଧା ବେକରଙ୍କୁ ଏବଂ ବାକି ଅଧା ହାସାବିସ ଓ ଜମ୍ପରଙ୍କ ମଧ୍ୟରେ ବଣ୍ଟାଯିବ। ଗତ ବର୍ଷ କ୍ୱାଣ୍ଟମ ଡଟ ଆବିଷ୍କାର ପାଇଁ ତିନି ବୈଜ୍ଞାନିକଙ୍କୁ ଏହି ପୁରସ୍କାର ମିଳିଥିଲା।	[310, 1669, 600, 1719]
event-item: • ବିଶ୍ୱନାଥ ଦେବ ମେମୋରିଆଲ କମିଟିର ବାର୍ଷିକ ଉତ୍ସବ, ସ୍ଥାନ: ଚାନ୍ଦିନୀଚୌକ, ସମୟ: ସନ୍ଧ୍ୟା ୬ଟା।	[6, 409, 228, 440]
registration-square	[1400, 2318, 1414, 2334]
story6-body	[900, 1594, 1110, 2326]
sign-name: ମିଥୁନ	[1130, 534, 1200, 554]
event-item: • ଦେବୀ ଦୁର୍ଗାଙ୍କ ମହାସପ୍ତମୀ ପୂଜା, ସ୍ଥାନ: ଆଶ୍ରମ ପଡ଼ା, ସମୟ: ସକାଳ ୬ଟା।	[6, 690, 232, 721]
event-item: • ଆଜ ହାଇସ୍କୁଲ ଟେକ୍ନୋଲୋଜି ଫେଷ୍ଟିଭାଲ, ସ୍ଥାନ: ଏକ୍ସପୋ ଗ୍ରାଉଣ୍ଡ, ଜୟଦେବ ବିହାର, ସମୟ: ପୂର୍ବାହ୍ନ ୧୦ଟା।	[6, 167, 212, 215]
sign-prediction: ପରିବାର ମଧ୍ୟରେ ବିଭିନ୍ନ ସମସ୍ୟାର ସମାଧାନ ହେବ। ଯୋଜନା ସଫଳ ହେବ। ନୂଆ ସମ୍ପର୍କ ଗଢ଼ିଉଠିବ। ବିଶିଷ୍ଟ ବ୍ୟକ୍ତିଙ୍କ ସାକ୍ଷାତ ହେବ।	[1206, 1898, 1448, 1946]
story-paragraph: ପୀଡ଼ିତା ମହିଳା ସାଇବର ଥାନାରେ ଅଭିଯୋଗ କରିବା ପରେ ପୋଲିସ ତଦନ୍ତ ଆରମ୍ଭ କରିଛି। ଅଭିଯୁକ୍ତମାନେ ନିଜକୁ ସିବିଆଇ ଓ କଷ୍ଟମ୍ସ ଅଧିକାରୀ ବୋଲି ପରିଚୟ ଦେଇଥିଲେ ବୋଲି ଅଭିଯୋଗରେ ଉଲ୍ଲେଖ ରହିଛି।	[900, 1686, 1110, 1770]
event-item: • ଭଗବତୀ ମନ୍ଦିରରେ ବିଶେଷ ପୂଜା ଓ ଭୋଗ, ସ୍ଥାନ: ଦେବଗଡ଼, ସମୟ: ପୂର୍ବାହ୍ନ ୧୧ଟା।	[690, 691, 884, 722]
story-paragraph: ପର୍ଯ୍ୟନ୍ତ ବୃଦ୍ଧି କରାଯାଇଛି। ୨୦୨୮ ଡିସେମ୍ବର ପର୍ଯ୍ୟନ୍ତ ଫୋର୍ଟିଫାଏଡ ଚାଉଳ ଯୋଗାଣ ଜାରି ରହିବ ବୋଲି କେନ୍ଦ୍ର କ୍ୟାବିନେଟ ନିଷ୍ପତ୍ତି ନେଇଛି। ଏଥିପାଇଁ ୧୭,୦୮୨ କୋଟି ଟଙ୍କା ଖର୍ଚ୍ଚ ହେବ।	[606, 2053, 888, 2120]
event-city-heading: ନୟାଗଡ଼	[465, 186, 527, 208]
section-divider	[1392, 8, 1395, 74]
capricorn-icon: ♑	[1134, 1601, 1196, 1663]
registration-dot	[188, 2320, 204, 2336]
event-item: • ମା' ବିମଳା ପୀଠ ଓ ଶ୍ରୀମନ୍ଦିର, ସ୍ଥାନ: ପୁରୀ, ସମୟ: ଦିନସାରା।	[6, 526, 201, 557]
events-column-1	[6, 100, 232, 808]
sign-name: ତୁଳା	[1130, 1130, 1200, 1150]
registration-dot	[1274, 2320, 1290, 2336]
astrologer-name: ଜ୍ୟୋତିର୍ବିଦ୍ୟା ବିଶାରଦ ପ୍ରଫେସର କୁମାର ମହାପାତ୍ର	[1184, 177, 1412, 190]
sign-name: ସିଂହ	[1130, 832, 1200, 852]
dateline-date: ୧୦ ଅକ୍ଟୋବର, ୨୦୨୪	[130, 40, 283, 60]
story2-body	[310, 1504, 600, 1934]
event-city-heading: ସୁବର୍ଣ୍ଣପୁର	[756, 394, 839, 416]
event-item: • ଅନ୍ତର୍ଜାତିକ ଶିଶୁକନ୍ୟା ଦିବସ, ସ୍ଥାନ: ଜିଲ୍ଲା ସୂଚନା କେନ୍ଦ୍ର, ସମୟ: ପୂର୍ବାହ୍ନ ୧୦ଟା।	[690, 283, 890, 314]
story5-headline: ୨୦୨୮ ଯାଏ ...	[606, 2020, 734, 2045]
event-item: • ଆନ୍ତର୍ଜାତିକ ଶିଶୁକନ୍ୟା ଦିବସ, ସ୍ଥାନ: ଜିଲ୍ଲା ସୂଚନା ଭବନ, ସମୟ: ପୂର୍ବାହ୍ନ ୧୦ଟା।	[6, 726, 209, 757]
event-item: ଜାଜପୁର ନାଟ୍ୟ ମହୋତ୍ସବ ପଡ଼ିଆ, ସମୟ: ଅପରାହ୍ନ ୩ଟା।	[465, 147, 651, 178]
registration-dot	[206, 2320, 222, 2336]
registration-square	[1130, 2318, 1144, 2334]
sign-name: କନ୍ୟା	[1130, 981, 1200, 1001]
event-item: • ଶ୍ରୀ ସୁରେଶ୍ୱରୀ ପୀଠ, ସ୍ଥାନ: ସୋନପୁର, ସମୟ: ସକାଳ ୭ଟା।	[690, 419, 875, 450]
events-column-2	[240, 146, 455, 922]
scorpio-icon: ♏	[1134, 1303, 1196, 1365]
story-paragraph: ଅନ୍ୟମାନଙ୍କ ମଧ୍ୟରେ ଓ ରାଜ୍ୟର ସମସ୍ତ ଜିଲ୍ଲାରୁ ମହିଳା ସ୍ୱୟଂ ସହାୟକ ଗୋଷ୍ଠୀର ସଦସ୍ୟା ଏଥିରେ ଯୋଗଦେଇଥିଲେ। ବିଭିନ୍ନ ଗୋଷ୍ଠୀକୁ ଋଣ ଚେକ ପ୍ରଦାନ କରାଯାଇଥିଲା।	[6, 1695, 296, 1745]
leo-icon: ♌	[1134, 856, 1196, 918]
story-paragraph: ବିକାଶ ପାଇଁ ୭୪,୫୨୨କୋଟି ଟଙ୍କା ବଜେଟରେ ଉପସ୍ଥାପନ କରାଯାଇଛି। ପ୍ରଧାନମନ୍ତ୍ରୀ ନରେନ୍ଦ୍ର ମୋଦିଙ୍କ ନେତୃତ୍ୱରେ ଦେଶରେ ୧କୋଟିରୁ ଅଧିକ ଏବଂ ଓଡ଼ିଶାରେ ୨୫ଲକ୍ଷରୁ ଅଧିକ ମହିଳାଙ୍କୁ ଲକ୍ଷପତି ଦିଦି ସୃଷ୍ଟି କରିବାର ଯୋଜନା ରହିଛି ବୋଲି ମୁଖ୍ୟମନ୍ତ୍ରୀ କହିଥିଲେ।	[6, 1457, 296, 1541]
sagittarius-icon: ♐	[1134, 1452, 1196, 1514]
event-item: • ସମଲେଇଙ୍କ ଷୋଡ଼ଶ ଉପଚାର ପୂଜା, ସ୍ଥାନ: ମହାନଦୀ କୂଳ, ସମୟ: ଅପରାହ୍ନ ୪ଟା।	[690, 183, 890, 214]
event-city-heading: ଯାଜପୁର	[240, 756, 302, 778]
event-item: • ଯାଜପୁର ରୋଡ଼ ବିରଜାନଗର ଯୁବସଂଘ ପକ୍ଷରୁ ଦୁର୍ଗାପୂଜା, ସ୍ଥାନ: ଯାଜପୁର ରୋଡ଼, ସମୟ: ସକାଳ ୭ଟା।	[240, 781, 443, 829]
registration-dot	[708, 2320, 724, 2336]
horoscope-sign	[1130, 683, 1470, 823]
events-title: ଆଜି କ'ଣ କେଉଁଠି	[240, 92, 860, 140]
horoscope-sign	[1130, 1428, 1470, 1568]
